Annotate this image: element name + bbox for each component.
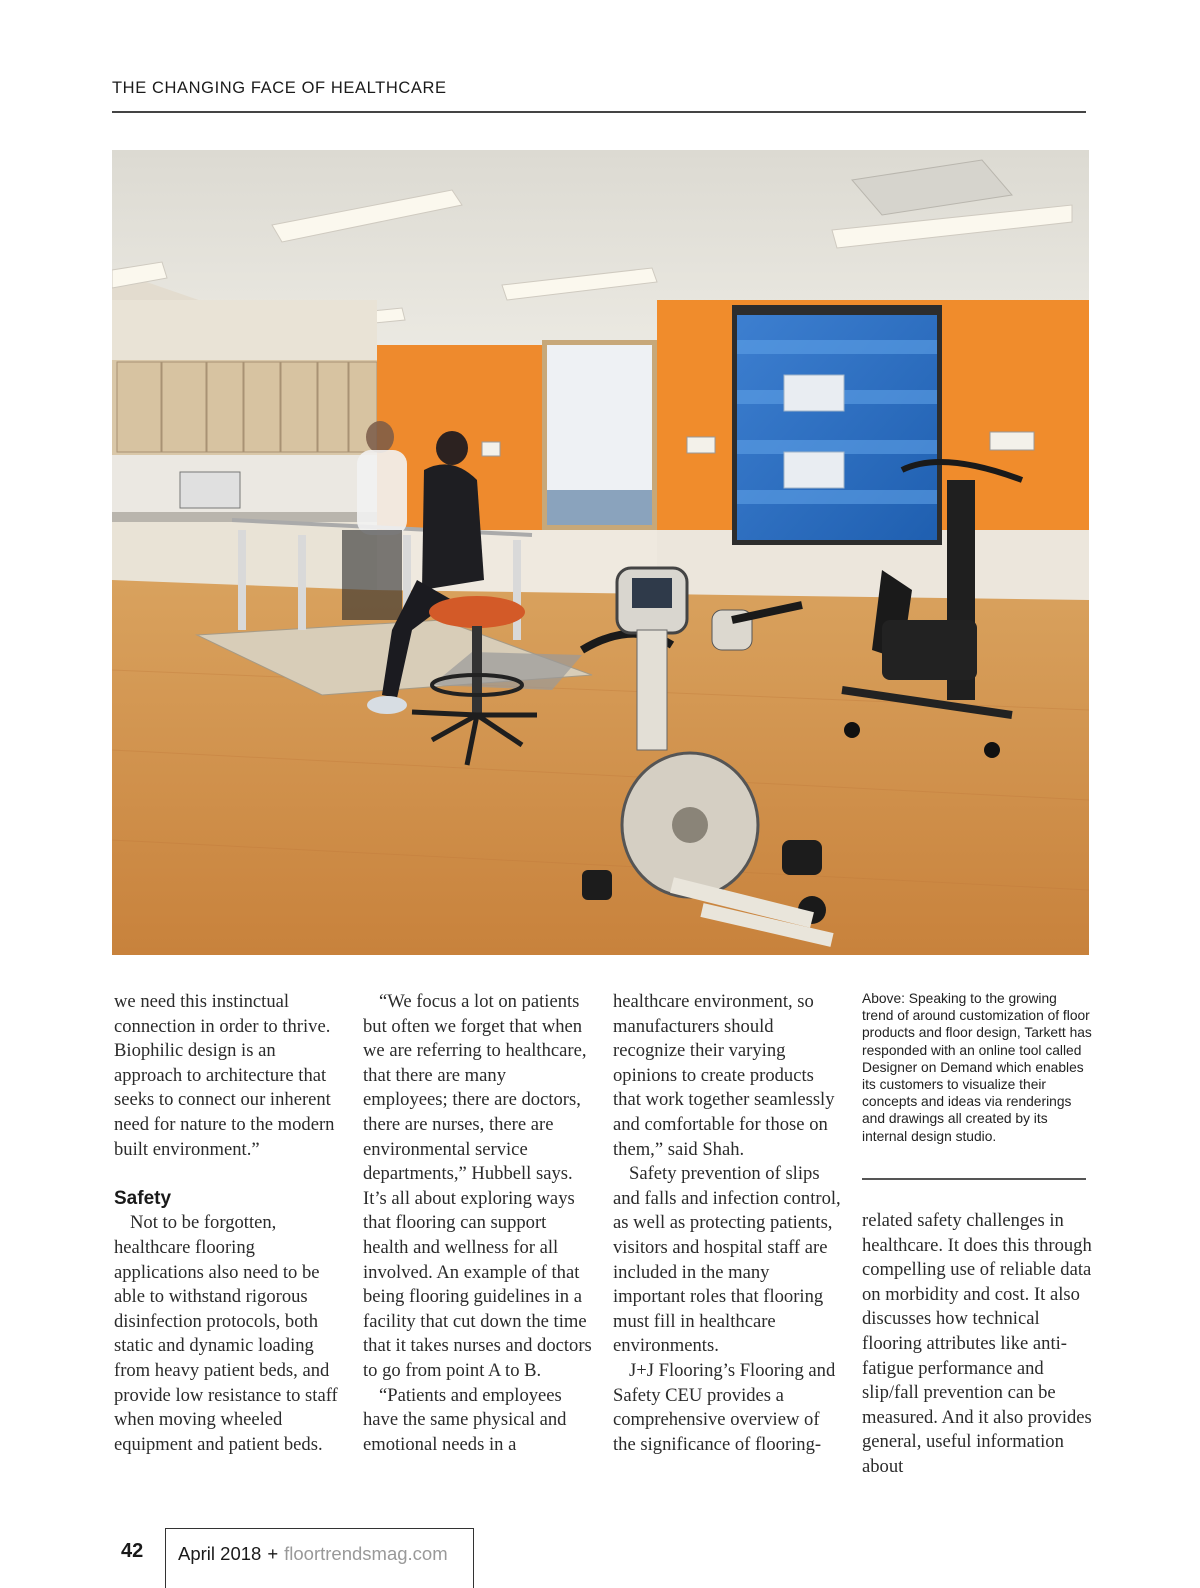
issue-date: April 2018 <box>178 1543 262 1564</box>
physical-therapy-room-photo <box>112 150 1089 955</box>
page-number: 42 <box>121 1540 144 1562</box>
text-column-1 <box>114 990 344 1457</box>
header-rule <box>112 111 1086 113</box>
text-column-3 <box>613 990 843 1457</box>
body-paragraph: Not to be forgotten, healthcare flooring applications also need to be able to withstand rigorous disinfection protocols, both static and dynamic loading from heavy patient beds, and provide low resistance to staff when moving wheeled equipment and patient beds. <box>114 1212 338 1455</box>
text-column-4 <box>862 1209 1092 1480</box>
body-paragraph: we need this instinctual connection in order to thrive. Biophilic design is an approach to architecture that seeks to connect our inherent need for nature to the modern built environment.” <box>114 991 335 1160</box>
body-paragraph: “We focus a lot on patients but often we forget that when we are referring to healthcare, that there are many employees; there are doctors, there are nurses, there are environmental service departments,” Hubbell says. It’s all about exploring ways that flooring can support health and wellness for all involved. An example of that being flooring guidelines in a facility that cut down the time that it takes nurses and doctors to go from point A to B. <box>363 991 592 1381</box>
caption-rule <box>862 1178 1086 1180</box>
photo-caption: Above: Speaking to the growing trend of around customization of floor products and floor design, Tarkett has responded with an online tool called Designer on Demand which enables its customers to visualize their concepts and ideas via renderings and drawings all created by its internal design studio. <box>862 991 1092 1144</box>
footer-separator: + <box>267 1543 279 1564</box>
running-header: THE CHANGING FACE OF HEALTHCARE <box>112 79 447 97</box>
section-subhead-safety: Safety <box>114 1187 172 1209</box>
footer-folio <box>165 1528 474 1588</box>
website-link[interactable]: floortrendsmag.com <box>284 1543 448 1564</box>
body-paragraph: healthcare environment, so manufacturers should recognize their varying opinions to create products that work together seamlessly and comfortable for those on them,” said Shah. <box>613 991 835 1160</box>
text-column-2 <box>363 990 593 1457</box>
body-paragraph: related safety challenges in healthcare. It does this through compelling use of reliable data on morbidity and cost. It also discusses how technical flooring attributes like anti-fatigue performance and slip/fall prevention can be measured. And it also provides general, useful information about <box>862 1210 1092 1477</box>
body-paragraph: Safety prevention of slips and falls and infection control, as well as protecting patients, visitors and hospital staff are included in the many important roles that flooring must fill in healthcare environments. <box>613 1163 841 1357</box>
body-paragraph: J+J Flooring’s Flooring and Safety CEU provides a comprehensive overview of the significance of flooring- <box>613 1359 836 1455</box>
body-paragraph: “Patients and employees have the same physical and emotional needs in a <box>363 1384 567 1455</box>
